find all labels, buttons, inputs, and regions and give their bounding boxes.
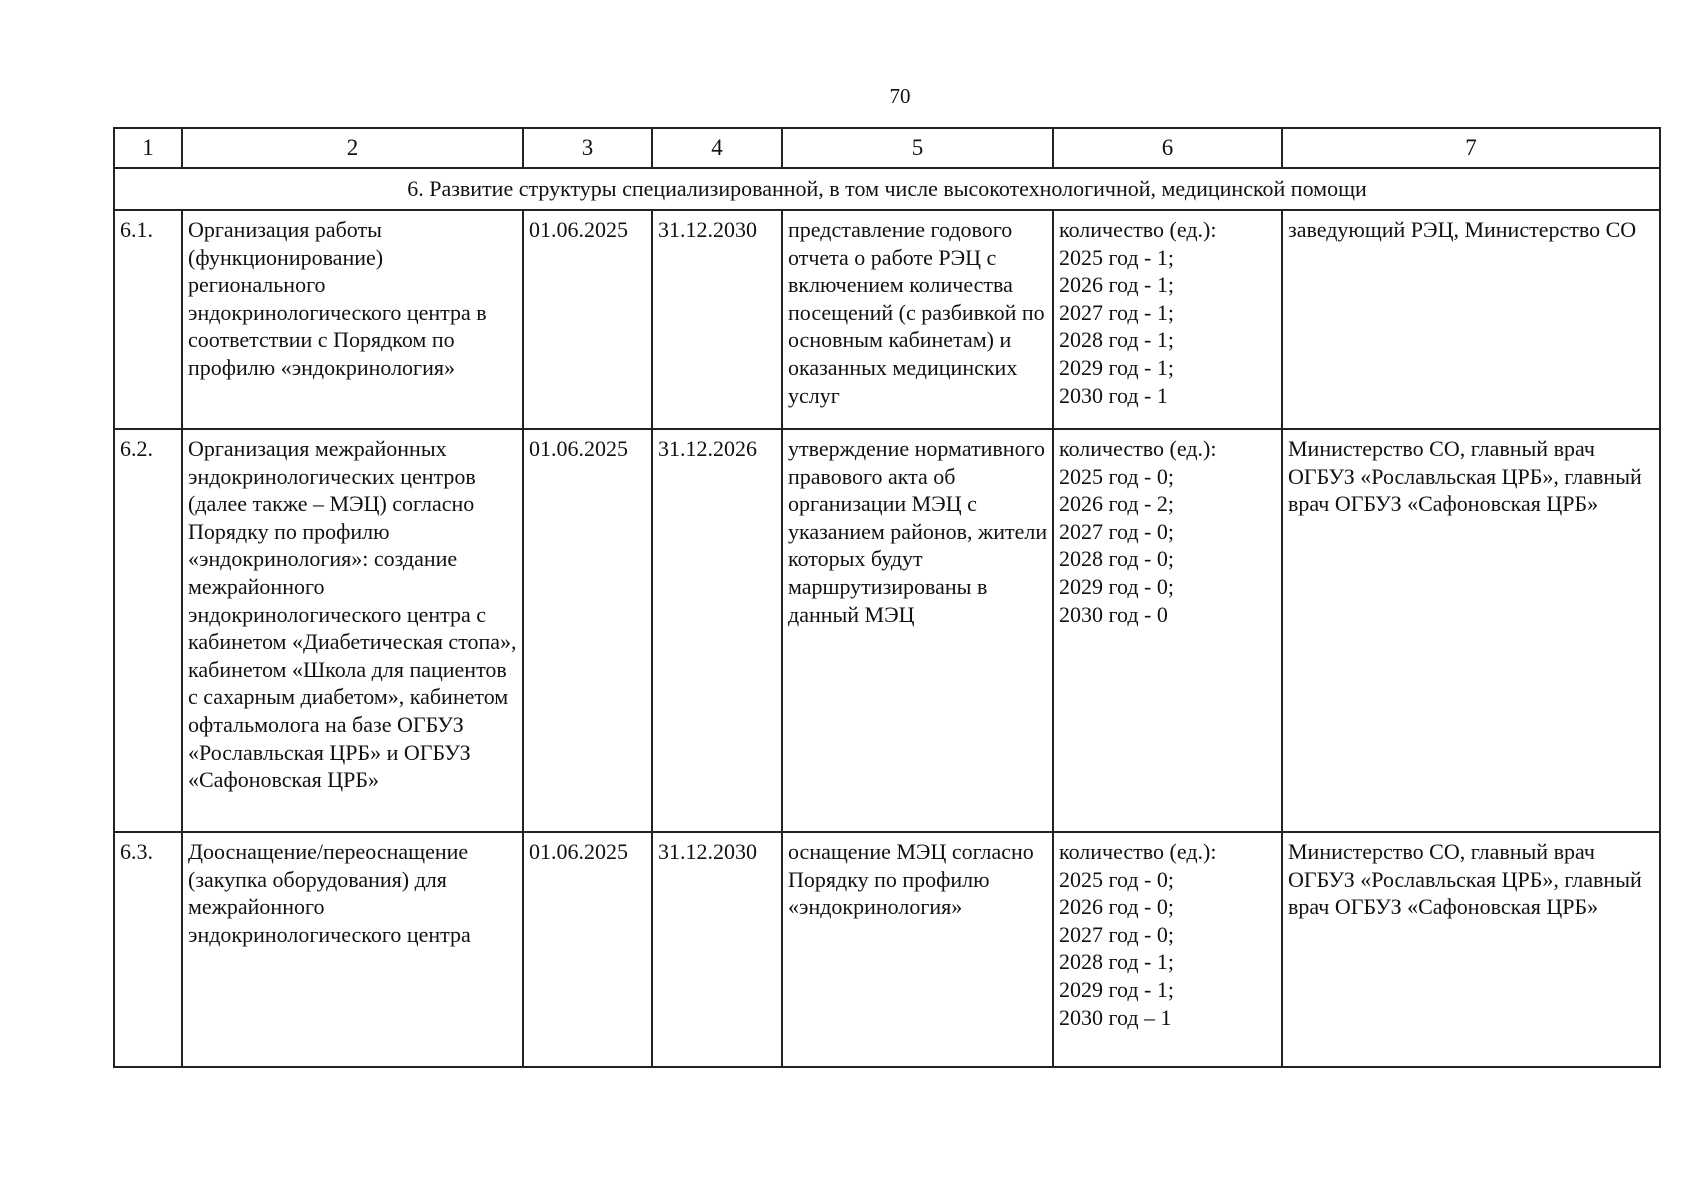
activity-cell: Организация межрайонных эндокринологических центров (далее также – МЭЦ) согласно Порядку по профилю «эндокринология»: создание межрайонного эндокринологического центра с кабинетом «Диабетическая стопа», кабинетом «Школа для пациентов с сахарным диабетом», кабинетом офтальмолога на базе ОГБУЗ «Рославльская ЦРБ» и ОГБУЗ «Сафоновская ЦРБ» (182, 429, 523, 832)
indicator-year: 2026 год - 1; (1059, 272, 1174, 298)
column-header-5: 5 (782, 128, 1053, 168)
column-header-3: 3 (523, 128, 652, 168)
section-row (114, 168, 1660, 210)
end-date-cell: 31.12.2026 (652, 429, 782, 832)
indicator-year: 2027 год - 0; (1059, 921, 1174, 947)
result-cell: представление годового отчета о работе РЭЦ с включением количества посещений (с разбивкой по основным кабинетам) и оказанных медицинских услуг (782, 210, 1053, 429)
row-number: 6.1. (114, 210, 182, 429)
indicator-year: 2030 год - 1 (1059, 382, 1168, 408)
indicator-year: 2025 год - 0; (1059, 463, 1174, 489)
indicator-year: 2025 год - 0; (1059, 866, 1174, 892)
indicator-cell (1053, 210, 1282, 429)
indicator-label: количество (ед.): (1059, 436, 1217, 461)
column-header-4: 4 (652, 128, 782, 168)
indicator-year: 2029 год - 0; (1059, 573, 1174, 599)
indicator-year: 2030 год – 1 (1059, 1004, 1172, 1030)
row-number: 6.2. (114, 429, 182, 832)
activity-plan-table (113, 127, 1661, 1068)
responsible-cell: Министерство СО, главный врач ОГБУЗ «Рославльская ЦРБ», главный врач ОГБУЗ «Сафоновская ЦРБ» (1282, 429, 1660, 832)
indicator-year: 2026 год - 2; (1059, 491, 1174, 517)
responsible-cell: Министерство СО, главный врач ОГБУЗ «Рославльская ЦРБ», главный врач ОГБУЗ «Сафоновская ЦРБ» (1282, 832, 1660, 1067)
indicator-cell (1053, 429, 1282, 832)
activity-cell: Дооснащение/переоснащение (закупка оборудования) для межрайонного эндокринологического центра (182, 832, 523, 1067)
indicator-year: 2027 год - 1; (1059, 299, 1174, 325)
table-row (114, 210, 1660, 429)
column-header-6: 6 (1053, 128, 1282, 168)
column-header-7: 7 (1282, 128, 1660, 168)
indicator-year: 2028 год - 1; (1059, 949, 1174, 975)
indicator-year: 2028 год - 1; (1059, 327, 1174, 353)
indicator-year: 2027 год - 0; (1059, 518, 1174, 544)
indicator-year: 2030 год - 0 (1059, 601, 1168, 627)
result-cell: утверждение нормативного правового акта об организации МЭЦ с указанием районов, жители которых будут маршрутизированы в данный МЭЦ (782, 429, 1053, 832)
page-number: 70 (889, 84, 911, 108)
start-date-cell: 01.06.2025 (523, 832, 652, 1067)
indicator-year: 2025 год - 1; (1059, 244, 1174, 270)
table-row (114, 832, 1660, 1067)
end-date-cell: 31.12.2030 (652, 832, 782, 1067)
indicator-year: 2028 год - 0; (1059, 546, 1174, 572)
section-title: 6. Развитие структуры специализированной, в том числе высокотехнологичной, медицинской помощи (114, 168, 1660, 210)
indicator-cell (1053, 832, 1282, 1067)
end-date-cell: 31.12.2030 (652, 210, 782, 429)
result-cell: оснащение МЭЦ согласно Порядку по профилю «эндокринология» (782, 832, 1053, 1067)
column-header-2: 2 (182, 128, 523, 168)
indicator-year: 2029 год - 1; (1059, 976, 1174, 1002)
activity-cell: Организация работы (функционирование) регионального эндокринологического центра в соответствии с Порядком по профилю «эндокринология» (182, 210, 523, 429)
column-header-1: 1 (114, 128, 182, 168)
indicator-year: 2029 год - 1; (1059, 354, 1174, 380)
row-number: 6.3. (114, 832, 182, 1067)
indicator-label: количество (ед.): (1059, 217, 1217, 242)
table-row (114, 429, 1660, 832)
column-number-row (114, 128, 1660, 168)
indicator-year: 2026 год - 0; (1059, 894, 1174, 920)
start-date-cell: 01.06.2025 (523, 210, 652, 429)
indicator-label: количество (ед.): (1059, 839, 1217, 864)
responsible-cell: заведующий РЭЦ, Министерство СО (1282, 210, 1660, 429)
start-date-cell: 01.06.2025 (523, 429, 652, 832)
